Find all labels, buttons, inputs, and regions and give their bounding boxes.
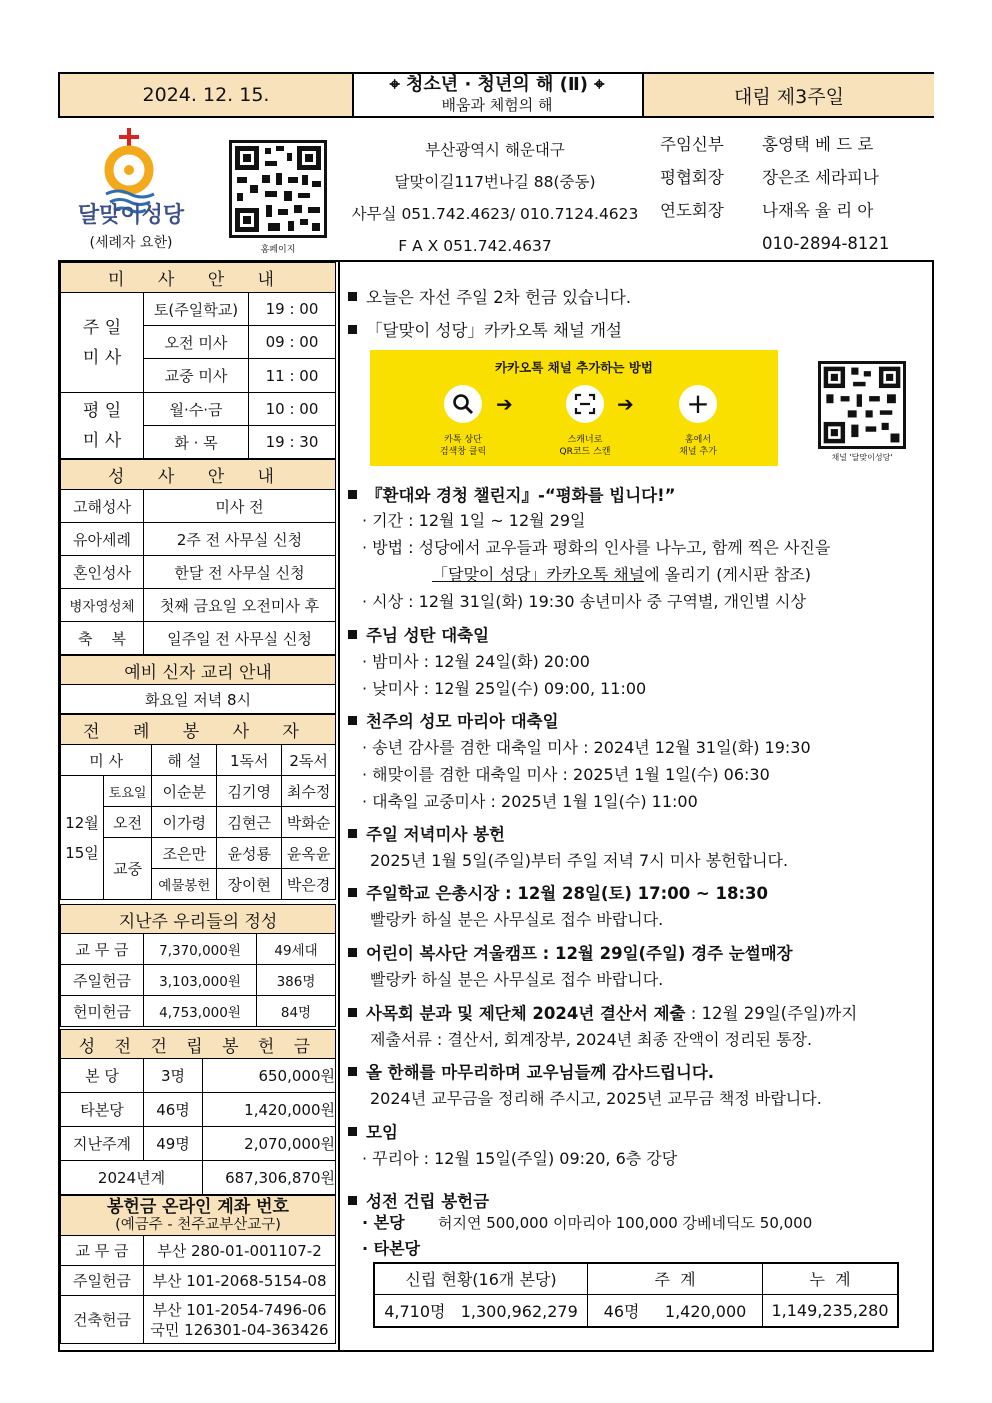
sacrament-label: 병자영성체 [61,589,144,622]
mass-time: 09 : 00 [249,326,336,359]
catechism-title: 예비 신자 교리 안내 [61,656,336,685]
bullet-square-icon [348,630,357,639]
winter-camp-detail: 빨랑카 하실 분은 사무실로 접수 바랍니다. [370,970,664,989]
kakao-channel-link[interactable]: 「달맞이 성당」카카오톡 채널 [432,565,645,584]
catechism-table [60,655,336,714]
notice-winter-camp: 어린이 복사단 겨울캠프 : 12월 29일(주일) 경주 눈썰매장 [348,940,793,964]
offering-amount: 3,103,000원 [144,965,257,996]
mass-label: 월·수·금 [144,393,249,426]
office-phone: 사무실 051.742.4623/ 010.7124.4623 [351,205,639,223]
staff-list [660,128,910,260]
building-fund-title: 성 전 건 립 봉 헌 금 [61,1030,336,1059]
bulletin-date: 2024. 12. 15. [60,74,354,116]
church-patron: (세례자 요한) [89,235,173,251]
liturgy-header: 1독서 [217,745,282,776]
homepage-qr-label: 홈페이지 [260,245,296,255]
liturgy-mass: 토요일 [104,776,152,807]
mass-time: 19 : 30 [249,426,336,459]
notice-christmas: 주님 성탄 대축일 [348,622,489,646]
sacrament-label: 고해성사 [61,490,144,523]
building-year-label: 2024년계 [61,1161,203,1195]
church-address [345,134,645,262]
account-holder: (예금주 - 천주교부산교구) [115,1216,281,1233]
bullet-square-icon [348,490,357,499]
grace-market-detail: 빨랑카 하실 분은 사무실로 접수 바랍니다. [370,910,664,929]
plus-icon: + [679,385,717,423]
notice-thanks: 올 한해를 마무리하며 교우님들께 감사드립니다. [348,1059,714,1083]
liturgy-cell: 이가령 [152,807,217,838]
challenge-method-2: 「달맞이 성당」카카오톡 채널에 올리기 (게시판 참조) [432,565,812,584]
bullet-square-icon [348,292,357,301]
arrow-right-icon: ➔ [496,392,513,416]
liturgical-sunday: 대림 제3주일 [642,74,934,116]
thanks-detail: 2024년 교무금을 정리해 주시고, 2025년 교무금 책정 바랍니다. [370,1089,822,1108]
notice-building-fund: 성전 건립 봉헌금 [348,1188,489,1212]
mass-time: 19 : 00 [249,293,336,326]
liturgy-cell: 박화순 [282,807,336,838]
building-count: 3명 [144,1059,203,1093]
mary-mass-3: · 대축일 교중미사 : 2025년 1월 1일(수) 11:00 [362,792,698,811]
sacrament-value: 첫째 금요일 오전미사 후 [144,589,336,622]
liturgy-mass: 교중 [104,838,152,900]
offering-count: 386명 [257,965,336,996]
bullet-square-icon [348,948,357,957]
search-icon [444,385,482,423]
contact-phone: 010-2894-8121 [762,234,890,253]
notice-grace-market: 주일학교 은총시장 : 12월 28일(토) 17:00 ~ 18:30 [348,880,768,904]
bullet-square-icon [348,888,357,897]
account-title-text: 봉헌금 온라인 계좌 번호 [107,1196,289,1217]
account-label: 교 무 금 [61,1236,144,1266]
liturgy-title: 전 례 봉 사 자 [61,715,336,745]
bullet-square-icon [348,1196,357,1205]
liturgy-header: 2독서 [282,745,336,776]
bullet-square-icon [348,1127,357,1136]
sacrament-value: 미사 전 [144,490,336,523]
evening-mass-detail: 2025년 1월 5일(주일)부터 주일 저녁 7시 미사 봉헌합니다. [370,851,789,870]
bullet-square-icon [348,325,357,334]
mass-label: 토(주일학교) [144,293,249,326]
liturgy-cell: 김현근 [217,807,282,838]
settlement-detail: 제출서류 : 결산서, 회계장부, 2024년 최종 잔액이 정리된 통장. [370,1030,813,1049]
account-label: 주일헌금 [61,1266,144,1296]
notice-evening-mass: 주일 저녁미사 봉헌 [348,821,505,845]
building-label: 지난주계 [61,1127,144,1161]
kakao-banner-title: 카카오톡 채널 추가하는 방법 [495,360,653,375]
building-fund-local: · 본당 허지연 500,000 이마리아 100,000 강베네딕도 50,000 [362,1213,813,1232]
notice-charity: 오늘은 자선 주일 2차 헌금 있습니다. [348,284,631,308]
sunday-mass-label: 주 일 미 사 [61,293,144,393]
liturgy-cell: 장이현 [217,869,282,900]
mass-table [60,262,336,459]
notice-challenge: 『환대와 경청 챌린지』-“평화를 빕니다!” [348,482,675,506]
summary-pledge: 4,710명 1,300,962,279 [374,1294,588,1327]
mass-label: 오전 미사 [144,326,249,359]
column-divider [338,260,340,1352]
building-label: 타본당 [61,1093,144,1127]
mary-mass-2: · 해맞이를 겸한 대축일 미사 : 2025년 1월 1일(수) 06:30 [362,765,770,784]
bullet-square-icon [348,716,357,725]
staff-row: 주임신부 홍영택 베 드 로 [660,135,874,154]
mass-label: 화 · 목 [144,426,249,459]
bullet-square-icon [348,1008,357,1017]
notice-settlement: 사목회 분과 및 제단체 2024년 결산서 제출 : 12월 29일(주일)까지 [348,1000,857,1024]
kakao-step-3: 홈에서 채널 추가 [679,435,717,457]
notice-mary: 천주의 성모 마리아 대축일 [348,708,559,732]
notice-kakao: 「달맞이 성당」카카오톡 채널 개설 [348,317,622,341]
theme-title: ⌖ 청소년 · 청년의 해 (Ⅱ) ⌖ [389,74,605,95]
liturgy-cell: 박은경 [282,869,336,900]
liturgy-cell: 예물봉헌 [152,869,217,900]
liturgy-table [60,714,336,900]
building-amount: 1,420,000원 [203,1093,336,1127]
kakao-channel-qr-code[interactable] [818,361,906,449]
sacrament-label: 혼인성사 [61,556,144,589]
challenge-award: · 시상 : 12월 31일(화) 19:30 송년미사 중 구역별, 개인별 시상 [362,592,806,611]
account-table [60,1195,336,1344]
qr-scan-icon [566,385,604,423]
bullet-square-icon [348,1067,357,1076]
summary-header: 누 계 [763,1263,899,1294]
address-line-1: 부산광역시 해운대구 [425,141,565,159]
kakao-step-2: 스캐너로 QR코드 스캔 [559,435,611,457]
mass-label: 교중 미사 [144,359,249,393]
year-theme [352,74,642,116]
summary-header: 신립 현황(16개 본당) [374,1263,588,1294]
christmas-day-mass: · 낮미사 : 12월 25일(수) 09:00, 11:00 [362,679,647,698]
liturgy-header: 해 설 [152,745,217,776]
mass-title: 미 사 안 내 [61,263,336,293]
offering-label: 헌미헌금 [61,996,144,1027]
mass-time: 10 : 00 [249,393,336,426]
kakao-qr-label: 채널 '달맞이성당' [831,453,893,462]
building-fund-table [60,1029,336,1195]
meeting-detail: · 꾸리아 : 12월 15일(주일) 09:20, 6층 강당 [362,1149,678,1168]
liturgy-cell: 윤성룡 [217,838,282,869]
offering-title: 지난주 우리들의 정성 [61,905,336,934]
offering-amount: 7,370,000원 [144,934,257,965]
church-logo [66,126,196,254]
offering-count: 84명 [257,996,336,1027]
account-number: 부산 101-2068-5154-08 [144,1266,336,1296]
summary-week: 46명 1,420,000 [588,1294,763,1327]
building-count: 46명 [144,1093,203,1127]
mass-time: 11 : 00 [249,359,336,393]
liturgy-cell: 이순분 [152,776,217,807]
bullet-square-icon [348,829,357,838]
qr-code-icon [232,143,324,235]
sacrament-title: 성 사 안 내 [61,460,336,490]
building-count: 49명 [144,1127,203,1161]
liturgy-header: 미 사 [61,745,152,776]
liturgy-date: 12월 15일 [61,776,104,900]
kakao-channel-banner [370,350,778,466]
sacrament-label: 유아세례 [61,523,144,556]
building-account-numbers [144,1296,336,1344]
account-number: 부산 280-01-001107-2 [144,1236,336,1266]
liturgy-mass: 오전 [104,807,152,838]
liturgy-cell: 조은만 [152,838,217,869]
liturgy-cell: 김기영 [217,776,282,807]
theme-subtitle: 배움과 체험의 해 [441,96,553,114]
header-bar [58,72,934,118]
fax-number: F A X 051.742.4637 [398,237,552,255]
building-fund-summary-table [373,1262,899,1328]
kakao-step-1: 카톡 상단 검색창 클릭 [439,435,487,457]
arrow-right-icon: ➔ [617,392,634,416]
mary-mass-1: · 송년 감사를 겸한 대축일 미사 : 2024년 12월 31일(화) 19:30 [362,738,811,757]
liturgy-cell: 윤옥윤 [282,838,336,869]
offering-amount: 4,753,000원 [144,996,257,1027]
challenge-period: · 기간 : 12월 1일 ~ 12월 29일 [362,511,586,530]
christmas-night-mass: · 밤미사 : 12월 24일(화) 20:00 [362,652,590,671]
qr-code-icon [821,364,903,446]
summary-total: 1,149,235,280 [763,1294,899,1327]
homepage-qr-code[interactable] [229,140,327,238]
building-year-amount: 687,306,870원 [203,1161,336,1195]
liturgy-cell: 최수정 [282,776,336,807]
sacrament-table [60,459,336,655]
weekday-mass-label: 평 일 미 사 [61,393,144,459]
notice-meeting: 모임 [348,1119,398,1143]
building-amount: 2,070,000원 [203,1127,336,1161]
sacrament-value: 2주 전 사무실 신청 [144,523,336,556]
account-number: 국민 126301-04-363426 [150,1320,329,1339]
building-amount: 650,000원 [203,1059,336,1093]
catechism-time: 화요일 저녁 8시 [61,685,336,714]
account-number: 부산 101-2054-7496-06 [152,1300,327,1319]
offering-label: 주일헌금 [61,965,144,996]
summary-header: 주 계 [588,1263,763,1294]
sacrament-value: 일주일 전 사무실 신청 [144,622,336,655]
offering-count: 49세대 [257,934,336,965]
left-column [60,262,336,1344]
sacrament-value: 한달 전 사무실 신청 [144,556,336,589]
sacrament-label: 축 복 [61,622,144,655]
account-title [61,1196,336,1236]
challenge-method: · 방법 : 성당에서 교우들과 평화의 인사를 나누고, 함께 찍은 사진을 [362,538,831,557]
staff-row: 평협회장 장은조 세라피나 [660,168,879,187]
address-line-2: 달맞이길117번나길 88(중동) [394,173,596,191]
offering-label: 교 무 금 [61,934,144,965]
account-label: 건축헌금 [61,1296,144,1344]
staff-row: 연도회장 나재옥 율 리 아 [660,201,874,220]
building-label: 본 당 [61,1059,144,1093]
church-name: 달맞이성당 [77,203,185,228]
offering-table [60,904,336,1027]
building-fund-other-label: · 타본당 [362,1239,421,1258]
